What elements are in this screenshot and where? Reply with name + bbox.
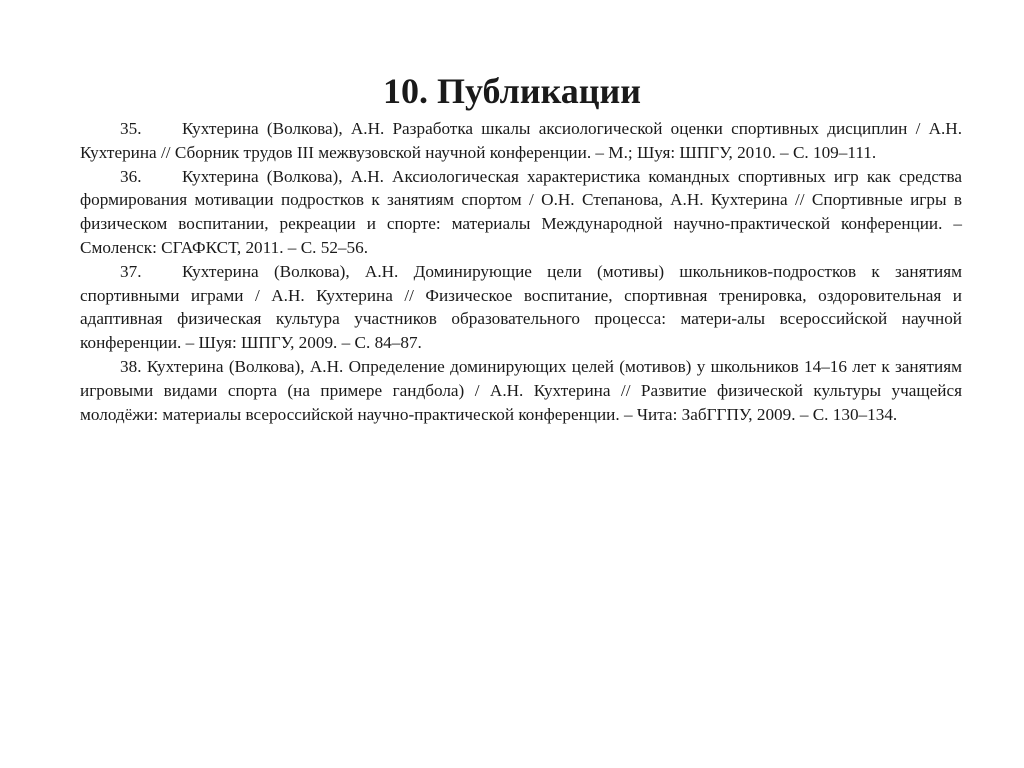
page-title: 10. Публикации [383,71,641,112]
publication-number: 36. [120,166,142,186]
publication-number: 35. [120,119,142,138]
publication-list [80,117,962,426]
publication-text: Кухтерина (Волкова), А.Н. Определение доминирующих целей (мотивов) у школьников 14–16 лет к занятиям игровыми видами спорта (на примере гандбола) / А.Н. Кухтерина // Развитие физической культуры учащейся молодёжи: материалы всероссийской научно-практической конференции. – Чита: ЗабГГПУ, 2009. – С. 130–134. [80,356,963,424]
publication-item [80,355,962,426]
publication-number: 38. [120,356,142,376]
publication-item [80,117,962,165]
publication-text: Кухтерина (Волкова), А.Н. Аксиологическая характеристика командных спортивных игр как средства формирования мотивации подростков к занятиям спортом / О.Н. Степанова, А.Н. Кухтерина // Спортивные игры в физическом воспитании, рекреации и спорте: материалы Международной научно-практической конференции. – Смоленск: СГАФКСТ, 2011. – С. 52–56. [80,166,962,257]
publication-text: Кухтерина (Волкова), А.Н. Доминирующие цели (мотивы) школьников-подростков к занятиям спортивными играми / А.Н. Кухтерина // Физическое воспитание, спортивная тренировка, оздоровительная и адаптивная физическая культура участников образовательного процесса: матери-алы всероссийской научной конференции. – Шуя: ШПГУ, 2009. – С. 84–87. [80,261,962,353]
publication-item [80,165,962,260]
publication-number: 37. [120,261,142,281]
publication-item [80,260,962,355]
publication-text: Кухтерина (Волкова), А.Н. Разработка шкалы аксиологической оценки спортивных дисциплин / А.Н. Кухтерина // Сборник трудов III межвузовской научной конференции. – М.; Шуя: ШПГУ, 2010. – С. 109–111. [80,119,962,162]
